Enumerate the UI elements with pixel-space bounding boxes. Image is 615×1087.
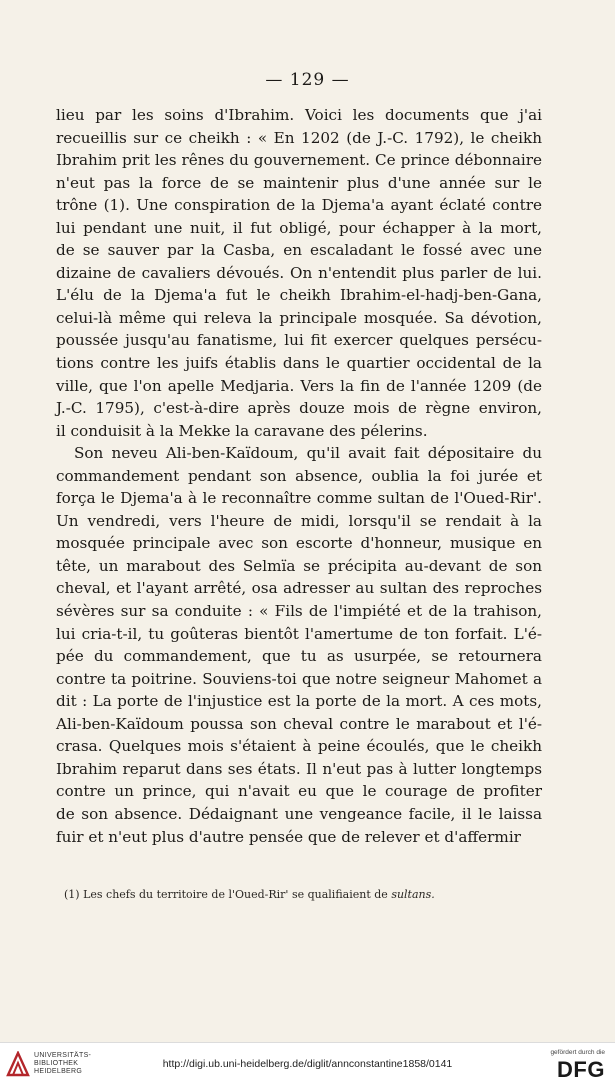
text-line: Ibrahim prit les rênes du gouvernement. Ce prince débonnaire xyxy=(56,151,542,170)
text-line: sévères sur sa conduite : « Fils de l'impiété et de la trahison, xyxy=(56,602,542,621)
text-line: poussée jusqu'au fanatisme, lui fit exercer quelques persécu- xyxy=(56,331,542,350)
text-line: contre ta poitrine. Souviens-toi que notre seigneur Mahomet a xyxy=(56,669,542,688)
text-line: recueillis sur ce cheikh : « En 1202 (de J.-C. 1792), le cheikh xyxy=(56,128,542,147)
text-line: Un vendredi, vers l'heure de midi, lorsqu'il se rendait à la xyxy=(56,511,542,530)
text-line: tions contre les juifs établis dans le quartier occidental de la xyxy=(56,354,542,373)
text-line: lieu par les soins d'Ibrahim. Voici les documents que j'ai xyxy=(56,106,542,124)
viewer-footer xyxy=(0,1042,615,1087)
text-line: Ibrahim reparut dans ses états. Il n'eut pas à lutter longtemps xyxy=(56,759,542,778)
library-name-line: HEIDELBERG xyxy=(34,1068,83,1075)
text-line: força le Djema'a à le reconnaître comme sultan de l'Oued-Rir'. xyxy=(56,489,542,508)
library-name-line: UNIVERSITÄTS- xyxy=(34,1052,92,1059)
text-line: trône (1). Une conspiration de la Djema'a ayant éclaté contre xyxy=(56,196,542,215)
text-line: Son neveu Ali-ben-Kaïdoum, qu'il avait fait dépositaire du xyxy=(74,444,542,463)
text-line: de son absence. Dédaignant une vengeance facile, il le laissa xyxy=(56,804,542,823)
permalink-url[interactable]: http://digi.ub.uni-heidelberg.de/diglit/annconstantine1858/0141 xyxy=(162,1058,453,1070)
footnote-text: (1) Les chefs du territoire de l'Oued-Rir' se qualifiaient de xyxy=(64,888,392,901)
text-line: de se sauver par la Casba, en escaladant le fossé avec une xyxy=(56,241,542,260)
text-line: L'élu de la Djema'a fut le cheikh Ibrahim-el-hadj-ben-Gana, xyxy=(56,286,542,305)
body-text xyxy=(56,104,542,848)
text-line: dit : La porte de l'injustice est la porte de la mort. A ces mots, xyxy=(56,692,542,711)
text-line: n'eut pas la force de se maintenir plus d'une année sur le xyxy=(56,173,542,192)
text-line: pée du commandement, que tu as usurpée, se retournera xyxy=(56,647,542,666)
text-line: ville, que l'on apelle Medjaria. Vers la fin de l'année 1209 (de xyxy=(56,376,542,395)
text-line: il conduisit à la Mekke la caravane des pélerins. xyxy=(56,421,428,440)
page-number: — 129 — xyxy=(265,70,350,90)
text-line: dizaine de cavaliers dévoués. On n'entendit plus parler de lui. xyxy=(56,263,542,282)
text-line: contre un prince, qui n'avait eu que le courage de profiter xyxy=(56,782,542,801)
text-line: cheval, et l'ayant arrêté, osa adresser au sultan des reproches xyxy=(56,579,542,598)
text-line: lui pendant une nuit, il fut obligé, pour échapper à la mort, xyxy=(56,218,542,237)
text-line: tête, un marabout des Selmïa se précipita au-devant de son xyxy=(56,556,542,575)
dfg-logo: DFG xyxy=(557,1057,605,1082)
text-line: commandement pendant son absence, oublia la foi jurée et xyxy=(56,466,542,485)
funded-by-label: gefördert durch die xyxy=(550,1049,605,1056)
text-line: Ali-ben-Kaïdoum poussa son cheval contre le marabout et l'é- xyxy=(56,714,542,733)
library-name-line: BIBLIOTHEK xyxy=(34,1060,79,1067)
text-line: mosquée principale avec son escorte d'honneur, musique en xyxy=(56,534,542,553)
footnote-italic: sultans. xyxy=(391,888,435,901)
text-line: J.-C. 1795), c'est-à-dire après douze mois de règne environ, xyxy=(56,399,542,418)
text-line: celui-là même qui releva la principale mosquée. Sa dévotion, xyxy=(56,308,542,327)
text-line: crasa. Quelques mois s'étaient à peine écoulés, que le cheikh xyxy=(56,737,542,756)
text-line: fuir et n'eut plus d'autre pensée que de relever et d'affermir xyxy=(56,827,521,846)
text-line: lui cria-t-il, tu goûteras bientôt l'amertume de ton forfait. L'é- xyxy=(56,624,542,643)
footnote xyxy=(64,888,544,901)
